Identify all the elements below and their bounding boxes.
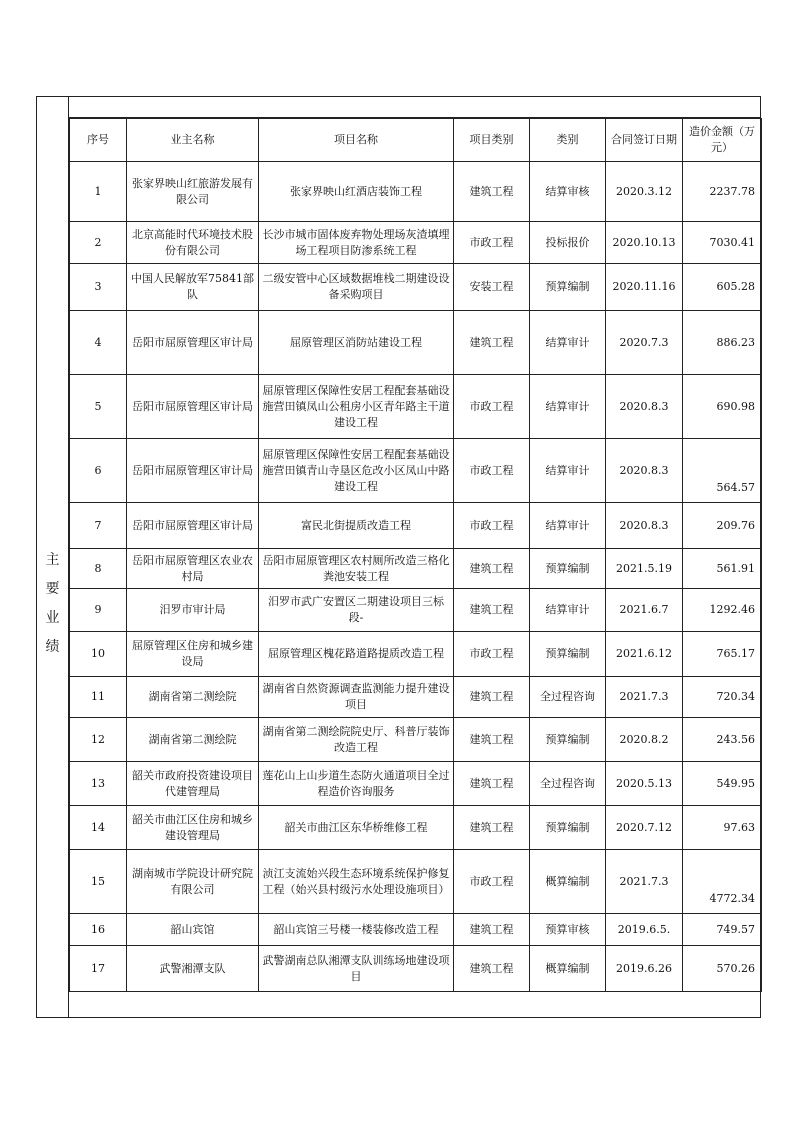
cell-date: 2020.8.2 xyxy=(606,718,683,762)
cell-owner: 韶关市政府投资建设项目代建管理局 xyxy=(127,762,259,806)
cell-owner: 韶山宾馆 xyxy=(127,914,259,946)
cell-date: 2020.7.3 xyxy=(606,311,683,375)
cell-project-type: 建筑工程 xyxy=(454,718,530,762)
cell-category: 结算审计 xyxy=(530,503,606,549)
cell-category: 全过程咨询 xyxy=(530,677,606,718)
table-row xyxy=(70,762,762,806)
cell-category: 投标报价 xyxy=(530,222,606,264)
header-project: 项目名称 xyxy=(259,119,454,162)
cell-project: 汨罗市武广安置区二期建设项目三标段- xyxy=(259,589,454,632)
table-row xyxy=(70,946,762,992)
cell-project: 长沙市城市固体废弃物处理场灰渣填埋场工程项目防渗系统工程 xyxy=(259,222,454,264)
cell-project: 屈原管理区保障性安居工程配套基础设施营田镇凤山公租房小区青年路主干道建设工程 xyxy=(259,375,454,439)
cell-date: 2020.7.12 xyxy=(606,806,683,850)
cell-project-type: 建筑工程 xyxy=(454,162,530,222)
cell-amount: 549.95 xyxy=(683,762,762,806)
header-date: 合同签订日期 xyxy=(606,119,683,162)
cell-date: 2021.6.7 xyxy=(606,589,683,632)
cell-owner: 汨罗市审计局 xyxy=(127,589,259,632)
cell-project: 二级安管中心区域数据堆栈二期建设设备采购项目 xyxy=(259,264,454,311)
cell-amount: 886.23 xyxy=(683,311,762,375)
cell-owner: 北京高能时代环境技术股份有限公司 xyxy=(127,222,259,264)
cell-index: 2 xyxy=(70,222,127,264)
cell-amount: 690.98 xyxy=(683,375,762,439)
side-column xyxy=(36,96,69,1018)
cell-index: 4 xyxy=(70,311,127,375)
cell-owner: 湖南省第二测绘院 xyxy=(127,718,259,762)
cell-owner: 岳阳市屈原管理区农业农村局 xyxy=(127,549,259,589)
table-row xyxy=(70,850,762,914)
cell-category: 结算审计 xyxy=(530,439,606,503)
cell-index: 14 xyxy=(70,806,127,850)
cell-category: 预算编制 xyxy=(530,718,606,762)
cell-date: 2021.5.19 xyxy=(606,549,683,589)
cell-index: 9 xyxy=(70,589,127,632)
cell-project: 莲花山上山步道生态防火通道项目全过程造价咨询服务 xyxy=(259,762,454,806)
cell-category: 结算审计 xyxy=(530,311,606,375)
cell-project: 武警湖南总队湘潭支队训练场地建设项目 xyxy=(259,946,454,992)
header-owner: 业主名称 xyxy=(127,119,259,162)
cell-project: 屈原管理区保障性安居工程配套基础设施营田镇青山寺垦区危改小区凤山中路建设工程 xyxy=(259,439,454,503)
table-row xyxy=(70,914,762,946)
cell-project-type: 建筑工程 xyxy=(454,806,530,850)
cell-category: 预算编制 xyxy=(530,632,606,677)
cell-category: 预算编制 xyxy=(530,264,606,311)
cell-project-type: 安装工程 xyxy=(454,264,530,311)
cell-owner: 岳阳市屈原管理区审计局 xyxy=(127,375,259,439)
cell-owner: 武警湘潭支队 xyxy=(127,946,259,992)
cell-project: 岳阳市屈原管理区农村厕所改造三格化粪池安装工程 xyxy=(259,549,454,589)
cell-date: 2019.6.26 xyxy=(606,946,683,992)
table-row xyxy=(70,549,762,589)
cell-project: 屈原管理区槐花路道路提质改造工程 xyxy=(259,632,454,677)
table-row xyxy=(70,718,762,762)
cell-amount: 561.91 xyxy=(683,549,762,589)
cell-date: 2020.11.16 xyxy=(606,264,683,311)
side-label-char: 要 xyxy=(45,581,60,597)
cell-project-type: 建筑工程 xyxy=(454,311,530,375)
cell-project-type: 市政工程 xyxy=(454,850,530,914)
table-header-row xyxy=(70,119,762,162)
cell-amount: 570.26 xyxy=(683,946,762,992)
cell-owner: 湖南城市学院设计研究院有限公司 xyxy=(127,850,259,914)
cell-owner: 岳阳市屈原管理区审计局 xyxy=(127,439,259,503)
blank-header-row xyxy=(69,96,761,118)
table-row xyxy=(70,632,762,677)
cell-category: 结算审计 xyxy=(530,375,606,439)
cell-project-type: 建筑工程 xyxy=(454,677,530,718)
cell-date: 2020.10.13 xyxy=(606,222,683,264)
table-row xyxy=(70,311,762,375)
cell-owner: 张家界映山红旅游发展有限公司 xyxy=(127,162,259,222)
cell-date: 2020.8.3 xyxy=(606,439,683,503)
header-amount: 造价金额（万元） xyxy=(683,119,762,162)
cell-amount: 1292.46 xyxy=(683,589,762,632)
cell-date: 2021.6.12 xyxy=(606,632,683,677)
cell-amount: 720.34 xyxy=(683,677,762,718)
cell-index: 3 xyxy=(70,264,127,311)
side-label-char: 绩 xyxy=(45,639,60,655)
cell-project: 湖南省自然资源调查监测能力提升建设项目 xyxy=(259,677,454,718)
cell-category: 全过程咨询 xyxy=(530,762,606,806)
header-project-type: 项目类别 xyxy=(454,119,530,162)
cell-amount: 605.28 xyxy=(683,264,762,311)
cell-index: 6 xyxy=(70,439,127,503)
cell-project-type: 市政工程 xyxy=(454,375,530,439)
performance-table xyxy=(69,118,762,992)
cell-index: 8 xyxy=(70,549,127,589)
cell-amount: 7030.41 xyxy=(683,222,762,264)
cell-index: 7 xyxy=(70,503,127,549)
cell-project: 张家界映山红酒店装饰工程 xyxy=(259,162,454,222)
cell-date: 2021.7.3 xyxy=(606,677,683,718)
cell-owner: 韶关市曲江区住房和城乡建设管理局 xyxy=(127,806,259,850)
side-label-main-performance xyxy=(36,546,69,662)
cell-amount: 4772.34 xyxy=(683,850,762,914)
cell-project-type: 建筑工程 xyxy=(454,549,530,589)
cell-amount: 209.76 xyxy=(683,503,762,549)
cell-index: 17 xyxy=(70,946,127,992)
cell-index: 12 xyxy=(70,718,127,762)
cell-project-type: 市政工程 xyxy=(454,632,530,677)
cell-project-type: 市政工程 xyxy=(454,222,530,264)
cell-project: 富民北街提质改造工程 xyxy=(259,503,454,549)
table-row xyxy=(70,162,762,222)
cell-project-type: 市政工程 xyxy=(454,439,530,503)
cell-index: 16 xyxy=(70,914,127,946)
cell-amount: 765.17 xyxy=(683,632,762,677)
cell-project: 湖南省第二测绘院院史厅、科普厅装饰改造工程 xyxy=(259,718,454,762)
cell-amount: 97.63 xyxy=(683,806,762,850)
cell-project-type: 建筑工程 xyxy=(454,589,530,632)
cell-category: 结算审计 xyxy=(530,589,606,632)
cell-owner: 中国人民解放军75841部队 xyxy=(127,264,259,311)
cell-category: 概算编制 xyxy=(530,850,606,914)
cell-project-type: 建筑工程 xyxy=(454,914,530,946)
table-row xyxy=(70,806,762,850)
cell-amount: 564.57 xyxy=(683,439,762,503)
table-row xyxy=(70,264,762,311)
cell-project-type: 建筑工程 xyxy=(454,946,530,992)
cell-owner: 湖南省第二测绘院 xyxy=(127,677,259,718)
cell-project-type: 市政工程 xyxy=(454,503,530,549)
cell-project-type: 建筑工程 xyxy=(454,762,530,806)
cell-index: 11 xyxy=(70,677,127,718)
cell-amount: 243.56 xyxy=(683,718,762,762)
cell-index: 15 xyxy=(70,850,127,914)
cell-project: 浈江支流始兴段生态环境系统保护修复工程（始兴县村级污水处理设施项目） xyxy=(259,850,454,914)
cell-category: 预算编制 xyxy=(530,806,606,850)
cell-index: 5 xyxy=(70,375,127,439)
cell-date: 2021.7.3 xyxy=(606,850,683,914)
table-row xyxy=(70,589,762,632)
cell-amount: 749.57 xyxy=(683,914,762,946)
table-row xyxy=(70,222,762,264)
cell-project: 屈原管理区消防站建设工程 xyxy=(259,311,454,375)
cell-date: 2019.6.5. xyxy=(606,914,683,946)
cell-date: 2020.3.12 xyxy=(606,162,683,222)
cell-category: 预算审核 xyxy=(530,914,606,946)
cell-date: 2020.8.3 xyxy=(606,503,683,549)
side-label-char: 主 xyxy=(45,552,60,568)
table-row xyxy=(70,503,762,549)
cell-owner: 岳阳市屈原管理区审计局 xyxy=(127,311,259,375)
cell-category: 结算审核 xyxy=(530,162,606,222)
side-label-char: 业 xyxy=(45,610,60,626)
cell-index: 1 xyxy=(70,162,127,222)
cell-owner: 屈原管理区住房和城乡建设局 xyxy=(127,632,259,677)
header-category: 类别 xyxy=(530,119,606,162)
cell-index: 13 xyxy=(70,762,127,806)
cell-date: 2020.5.13 xyxy=(606,762,683,806)
cell-category: 概算编制 xyxy=(530,946,606,992)
cell-project: 韶关市曲江区东华桥维修工程 xyxy=(259,806,454,850)
table-row xyxy=(70,677,762,718)
cell-index: 10 xyxy=(70,632,127,677)
cell-date: 2020.8.3 xyxy=(606,375,683,439)
header-index: 序号 xyxy=(70,119,127,162)
cell-project: 韶山宾馆三号楼一楼装修改造工程 xyxy=(259,914,454,946)
cell-amount: 2237.78 xyxy=(683,162,762,222)
table-row xyxy=(70,375,762,439)
table-row xyxy=(70,439,762,503)
cell-owner: 岳阳市屈原管理区审计局 xyxy=(127,503,259,549)
cell-category: 预算编制 xyxy=(530,549,606,589)
